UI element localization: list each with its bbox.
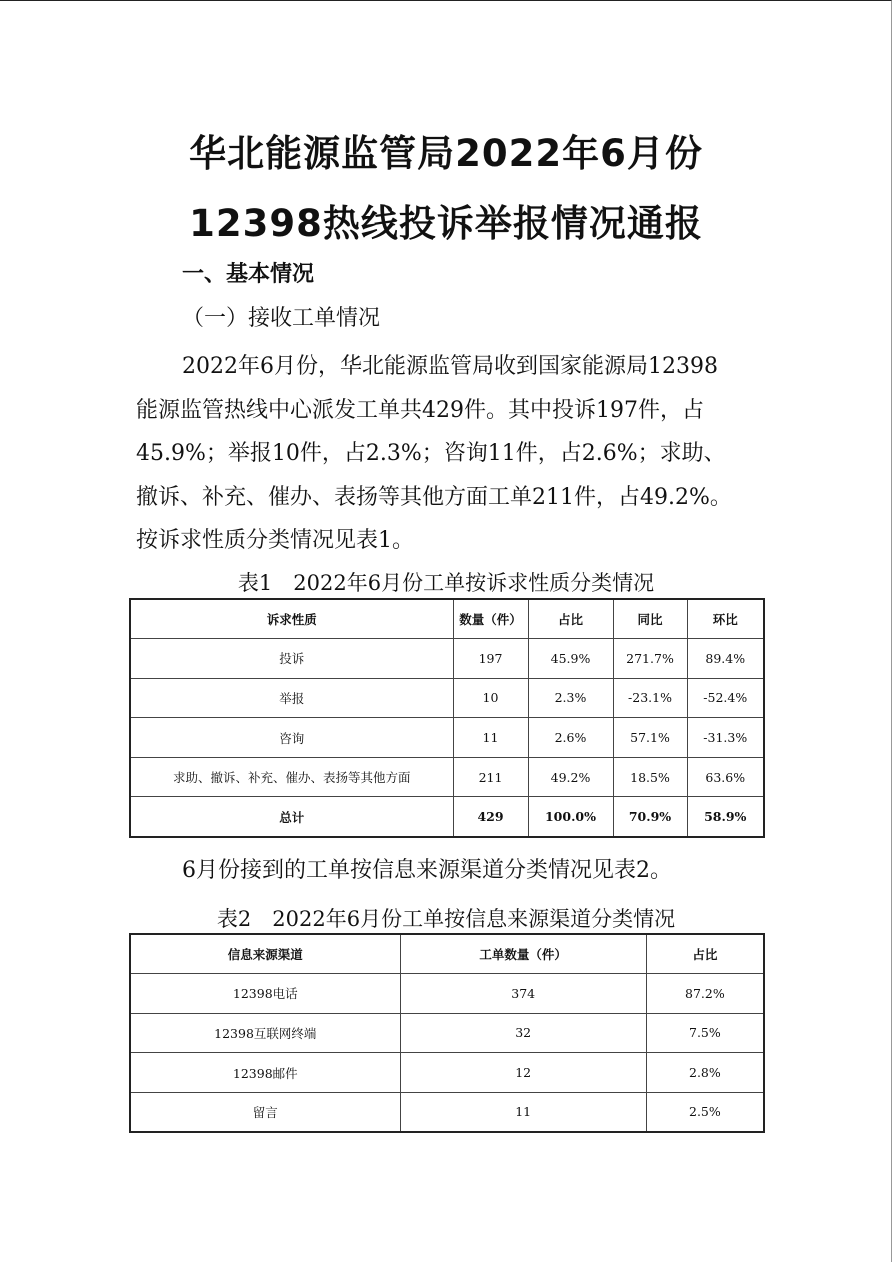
table-cell: 49.2%	[528, 757, 613, 797]
table-cell: 2.5%	[646, 1092, 764, 1132]
table-cell: 87.2%	[646, 974, 764, 1014]
table-cell: -31.3%	[687, 718, 764, 758]
table-header-cell: 同比	[613, 599, 687, 639]
table-row	[130, 718, 764, 758]
table-cell: -23.1%	[613, 678, 687, 718]
table-cell: 32	[400, 1013, 646, 1053]
table-cell: 2.6%	[528, 718, 613, 758]
document-title-line-2: 12398热线投诉举报情况通报	[189, 202, 703, 245]
paragraph-line: 撤诉、补充、催办、表扬等其他方面工单211件，占49.2%。	[136, 484, 732, 510]
paragraph-line: 按诉求性质分类情况见表1。	[136, 528, 414, 553]
table-row	[130, 1053, 764, 1093]
paragraph-line: 2022年6月份，华北能源监管局收到国家能源局12398	[182, 354, 718, 379]
table-cell: 12	[400, 1053, 646, 1093]
table1-caption: 表1 2022年6月份工单按诉求性质分类情况	[237, 571, 655, 595]
table-cell: 70.9%	[613, 797, 687, 837]
table-cell: 429	[453, 797, 528, 837]
table-cell: 11	[400, 1092, 646, 1132]
table-cell: 咨询	[130, 718, 453, 758]
table-header-cell: 信息来源渠道	[130, 934, 400, 974]
table-cell: 100.0%	[528, 797, 613, 837]
table-cell: 197	[453, 639, 528, 679]
table2-caption: 表2 2022年6月份工单按信息来源渠道分类情况	[216, 907, 676, 931]
table-cell: 投诉	[130, 639, 453, 679]
table-cell: 举报	[130, 678, 453, 718]
table1-by-nature	[129, 598, 765, 838]
table-cell: 45.9%	[528, 639, 613, 679]
table-row	[130, 757, 764, 797]
table-row	[130, 639, 764, 679]
paragraph-line: 能源监管热线中心派发工单共429件。其中投诉197件，占	[136, 397, 704, 423]
table-cell: -52.4%	[687, 678, 764, 718]
section-heading: 一、基本情况	[182, 262, 315, 287]
table-cell: 271.7%	[613, 639, 687, 679]
table-cell: 89.4%	[687, 639, 764, 679]
table-row	[130, 974, 764, 1014]
table-cell: 11	[453, 718, 528, 758]
table-cell: 63.6%	[687, 757, 764, 797]
table-cell: 58.9%	[687, 797, 764, 837]
intro-paragraph	[136, 345, 762, 563]
subsection-heading: （一）接收工单情况	[182, 306, 381, 331]
table-cell: 211	[453, 757, 528, 797]
table2-by-channel	[129, 933, 765, 1133]
document-title-line-1: 华北能源监管局2022年6月份	[189, 132, 703, 175]
table-row	[130, 1013, 764, 1053]
table-header-cell: 环比	[687, 599, 764, 639]
table2-intro-text: 6月份接到的工单按信息来源渠道分类情况见表2。	[182, 858, 672, 883]
table-header-cell: 占比	[528, 599, 613, 639]
table-row	[130, 1092, 764, 1132]
table-cell: 2.8%	[646, 1053, 764, 1093]
table-cell: 7.5%	[646, 1013, 764, 1053]
table-cell: 总计	[130, 797, 453, 837]
table-header-cell: 占比	[646, 934, 764, 974]
table-total-row	[130, 797, 764, 837]
table-cell: 57.1%	[613, 718, 687, 758]
table-row	[130, 678, 764, 718]
table-header-row	[130, 599, 764, 639]
table-header-cell: 诉求性质	[130, 599, 453, 639]
table-cell: 12398邮件	[130, 1053, 400, 1093]
table-header-cell: 数量（件）	[453, 599, 528, 639]
table-cell: 求助、撤诉、补充、催办、表扬等其他方面	[130, 757, 453, 797]
table-cell: 留言	[130, 1092, 400, 1132]
table-cell: 18.5%	[613, 757, 687, 797]
paragraph-line: 45.9%；举报10件，占2.3%；咨询11件，占2.6%；求助、	[136, 441, 726, 466]
table-cell: 12398互联网终端	[130, 1013, 400, 1053]
table-cell: 12398电话	[130, 974, 400, 1014]
table-header-cell: 工单数量（件）	[400, 934, 646, 974]
table-cell: 2.3%	[528, 678, 613, 718]
table-cell: 374	[400, 974, 646, 1014]
table-cell: 10	[453, 678, 528, 718]
table-header-row	[130, 934, 764, 974]
